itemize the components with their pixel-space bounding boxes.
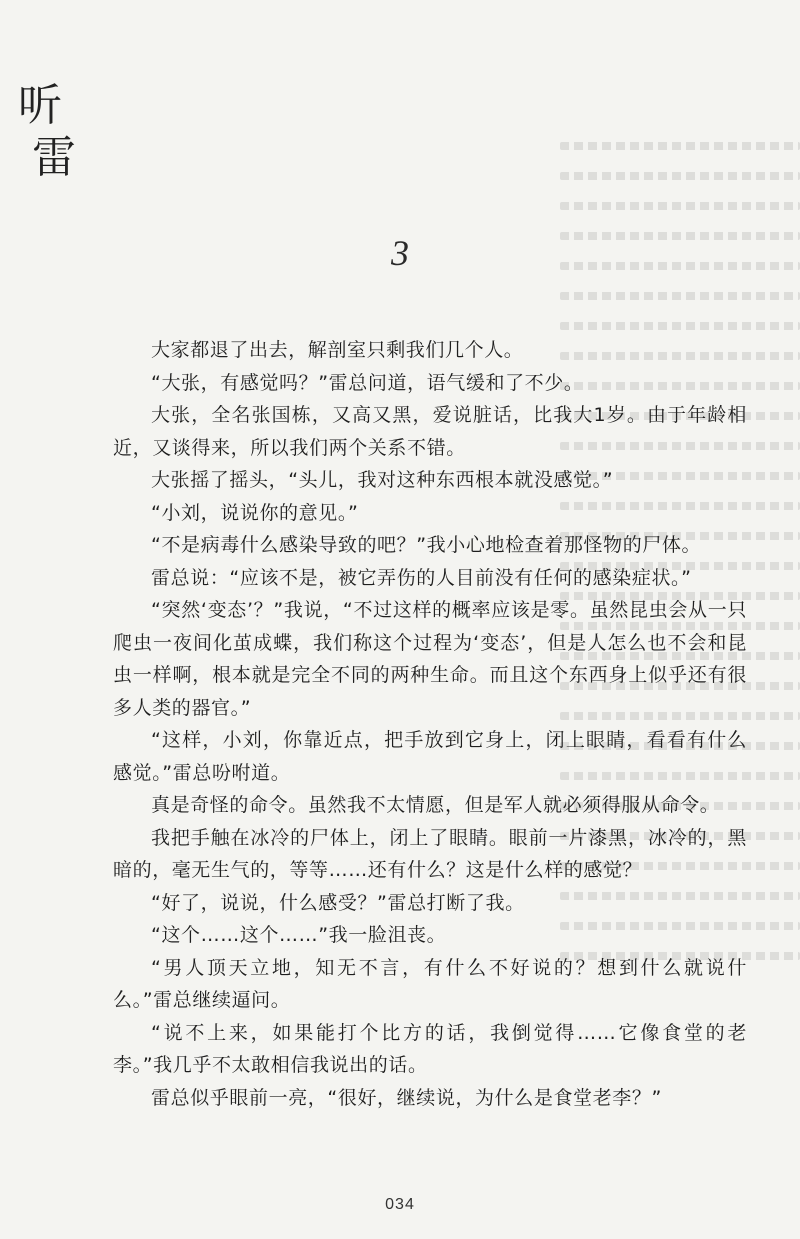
paragraph: 大家都退了出去，解剖室只剩我们几个人。 [151, 339, 524, 361]
paragraph: “大张，有感觉吗？”雷总问道，语气缓和了不少。 [151, 371, 584, 394]
paragraph: “不是病毒什么感染导致的吧？”我小心地检查着那怪物的尸体。 [151, 534, 702, 556]
paragraph: 真是奇怪的命令。虽然我不太情愿，但是军人就必须得服从命令。 [151, 794, 720, 816]
book-title [18, 80, 78, 188]
paragraph: “男人顶天立地，知无不言，有什么不好说的？想到什么就说什么。”雷总继续逼问。 [113, 956, 747, 1011]
paragraph: “突然‘变态’？”我说，“不过这样的概率应该是零。虽然昆虫会从一只爬虫一夜间化茧成蝶，我们称这个过程为‘变态’，但是人怎么也不会和昆虫一样啊，根本就是完全不同的两种生命。而且这个东西身上似乎还有很多人类的器官。” [113, 599, 747, 719]
paragraph: “这个……这个……”我一脸沮丧。 [151, 924, 447, 946]
paragraph: 雷总说：“应该不是，被它弄伤的人目前没有任何的感染症状。” [151, 566, 692, 589]
paragraph: 雷总似乎眼前一亮，“很好，继续说，为什么是食堂老李？” [151, 1086, 662, 1109]
paragraph: 大张，全名张国栋，又高又黑，爱说脏话，比我大1岁。由于年龄相近，又谈得来，所以我们两个关系不错。 [113, 404, 747, 459]
paragraph: “说不上来，如果能打个比方的话，我倒觉得……它像食堂的老李。”我几乎不太敢相信我说出的话。 [113, 1021, 747, 1076]
book-title-char: 听 [18, 80, 62, 131]
paragraph: “这样，小刘，你靠近点，把手放到它身上，闭上眼睛，看看有什么感觉。”雷总吩咐道。 [113, 729, 747, 784]
paragraph: 我把手触在冰冷的尸体上，闭上了眼睛。眼前一片漆黑，冰冷的，黑暗的，毫无生气的，等等……还有什么？这是什么样的感觉？ [113, 826, 747, 881]
chapter-body [113, 334, 747, 1114]
chapter-number: 3 [391, 233, 409, 273]
book-title-char: 雷 [32, 132, 76, 183]
paragraph: “好了，说说，什么感受？”雷总打断了我。 [151, 891, 525, 914]
paragraph: 大张摇了摇头，“头儿，我对这种东西根本就没感觉。” [151, 469, 614, 491]
page-number: 034 [385, 1196, 415, 1213]
paragraph: “小刘，说说你的意见。” [151, 501, 359, 524]
